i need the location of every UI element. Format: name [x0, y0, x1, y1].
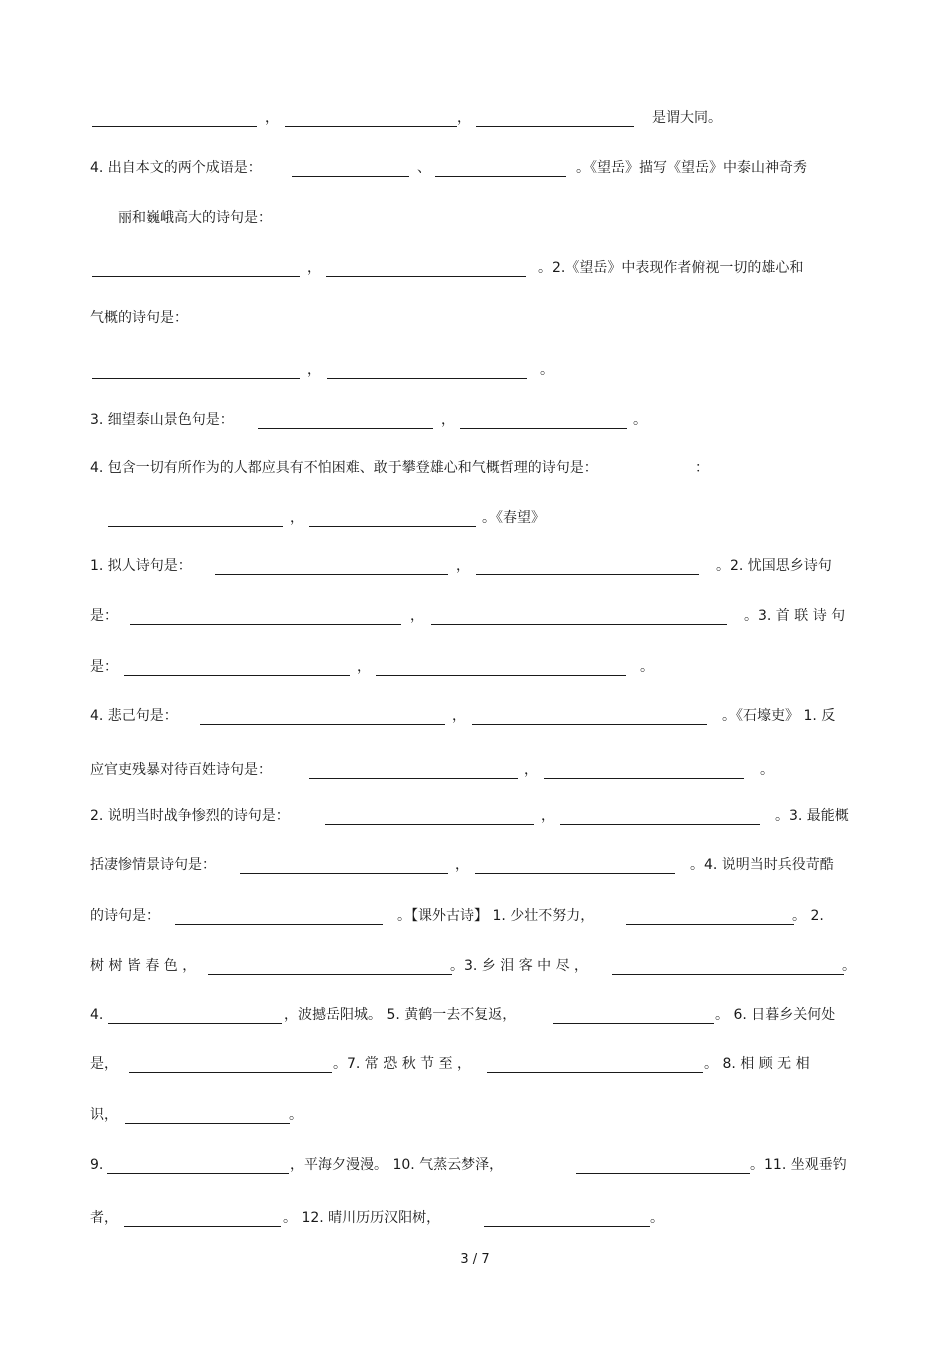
answer-blank[interactable] [487, 1072, 703, 1073]
line-text: ， [357, 659, 371, 675]
answer-blank[interactable] [376, 675, 626, 676]
line-text: 是， [90, 1056, 118, 1072]
line-text: 。 [650, 1210, 664, 1226]
answer-blank[interactable] [240, 873, 448, 874]
line-text: 。【课外古诗】 1. 少壮不努力， [397, 908, 595, 924]
line-text: 1. 拟人诗句是： [90, 558, 192, 574]
answer-blank[interactable] [576, 1173, 750, 1174]
answer-blank[interactable] [325, 824, 534, 825]
line-text: 。 2. [792, 908, 824, 924]
line-text: 4. [90, 1007, 104, 1023]
answer-blank[interactable] [130, 624, 401, 625]
line-text: 、 [417, 160, 431, 176]
line-text: 。 [640, 659, 654, 675]
answer-blank[interactable] [107, 1173, 289, 1174]
line-text: 4. 包含一切有所作为的人都应具有不怕困难、敢于攀登雄心和气概哲理的诗句是： [90, 460, 598, 476]
answer-blank[interactable] [285, 126, 457, 127]
answer-blank[interactable] [92, 126, 257, 127]
line-text: ， [457, 110, 471, 126]
line-text: ， [290, 510, 304, 526]
line-text: 。 [760, 762, 774, 778]
line-text: 气概的诗句是： [90, 310, 188, 326]
answer-blank[interactable] [175, 924, 383, 925]
line-text: 。11. 坐观垂钓 [750, 1157, 847, 1173]
line-text: 。2.《望岳》中表现作者俯视一切的雄心和 [538, 260, 804, 276]
line-text: 识， [90, 1107, 118, 1123]
answer-blank[interactable] [460, 428, 627, 429]
line-text: 。 [289, 1107, 303, 1123]
answer-blank[interactable] [215, 574, 448, 575]
line-text: 2. 说明当时战争惨烈的诗句是： [90, 808, 290, 824]
line-text: 是： [90, 608, 118, 624]
answer-blank[interactable] [92, 276, 300, 277]
line-text: ，波撼岳阳城。 5. 黄鹤一去不复返， [284, 1007, 517, 1023]
answer-blank[interactable] [124, 675, 350, 676]
line-text: 。3. 最能概 [775, 808, 849, 824]
line-text: 丽和巍峨高大的诗句是： [118, 210, 272, 226]
line-text: 。 6. 日暮乡关何处 [715, 1007, 836, 1023]
line-text: 者， [90, 1210, 118, 1226]
line-text: 的诗句是： [90, 908, 160, 924]
line-text: 。2. 忧国思乡诗句 [716, 558, 832, 574]
answer-blank[interactable] [484, 1226, 650, 1227]
answer-blank[interactable] [108, 526, 283, 527]
answer-blank[interactable] [258, 428, 433, 429]
answer-blank[interactable] [626, 924, 794, 925]
answer-blank[interactable] [476, 126, 634, 127]
line-text: ， [456, 558, 470, 574]
line-text: ， [524, 762, 538, 778]
line-text: 树 树 皆 春 色 ， [90, 958, 197, 974]
line-text: ，平海夕漫漫。 10. 气蒸云梦泽， [290, 1157, 504, 1173]
line-text: 4. 悲己句是： [90, 708, 178, 724]
line-text: ： [695, 460, 709, 476]
answer-blank[interactable] [129, 1072, 332, 1073]
line-text: 是： [90, 659, 118, 675]
line-text: ， [307, 260, 321, 276]
answer-blank[interactable] [124, 1226, 281, 1227]
line-text: 4. 出自本文的两个成语是： [90, 160, 262, 176]
answer-blank[interactable] [200, 724, 445, 725]
line-text: 括凄惨情景诗句是： [90, 857, 216, 873]
answer-blank[interactable] [309, 778, 518, 779]
answer-blank[interactable] [544, 778, 744, 779]
line-text: 应官吏残暴对待百姓诗句是： [90, 762, 272, 778]
line-text: 9. [90, 1157, 104, 1173]
answer-blank[interactable] [292, 176, 409, 177]
line-text: 。 12. 晴川历历汉阳树， [283, 1210, 441, 1226]
line-text: 。4. 说明当时兵役苛酷 [690, 857, 834, 873]
line-text: ， [307, 362, 321, 378]
answer-blank[interactable] [612, 974, 844, 975]
answer-blank[interactable] [553, 1023, 714, 1024]
page-number: 3 / 7 [460, 1252, 490, 1267]
answer-blank[interactable] [309, 526, 476, 527]
line-text: 3. 细望泰山景色句是： [90, 412, 234, 428]
line-text: ， [452, 708, 466, 724]
answer-blank[interactable] [476, 574, 699, 575]
line-text: 。《春望》 [482, 510, 545, 526]
line-text: ， [410, 608, 424, 624]
answer-blank[interactable] [472, 724, 707, 725]
line-text: 。 8. 相 顾 无 相 [704, 1056, 810, 1072]
answer-blank[interactable] [560, 824, 760, 825]
line-text: 。3. 首 联 诗 句 [744, 608, 846, 624]
answer-blank[interactable] [435, 176, 566, 177]
answer-blank[interactable] [431, 624, 727, 625]
answer-blank[interactable] [125, 1123, 290, 1124]
answer-blank[interactable] [108, 1023, 282, 1024]
line-text: 。 [633, 412, 647, 428]
line-text: 。3. 乡 泪 客 中 尽 ， [450, 958, 589, 974]
answer-blank[interactable] [475, 873, 675, 874]
answer-blank[interactable] [327, 378, 527, 379]
line-text: ， [455, 857, 469, 873]
answer-blank[interactable] [326, 276, 526, 277]
line-text: ， [541, 808, 555, 824]
line-text: 是谓大同。 [652, 110, 722, 126]
line-text: 。7. 常 恐 秋 节 至 ， [333, 1056, 472, 1072]
answer-blank[interactable] [208, 974, 452, 975]
line-text: 。《望岳》描写《望岳》中泰山神奇秀 [576, 160, 807, 176]
line-text: 。《石壕吏》 1. 反 [722, 708, 836, 724]
line-text: 。 [842, 958, 856, 974]
line-text: ， [441, 412, 455, 428]
line-text: ， [265, 110, 279, 126]
line-text: 。 [540, 362, 554, 378]
answer-blank[interactable] [92, 378, 300, 379]
